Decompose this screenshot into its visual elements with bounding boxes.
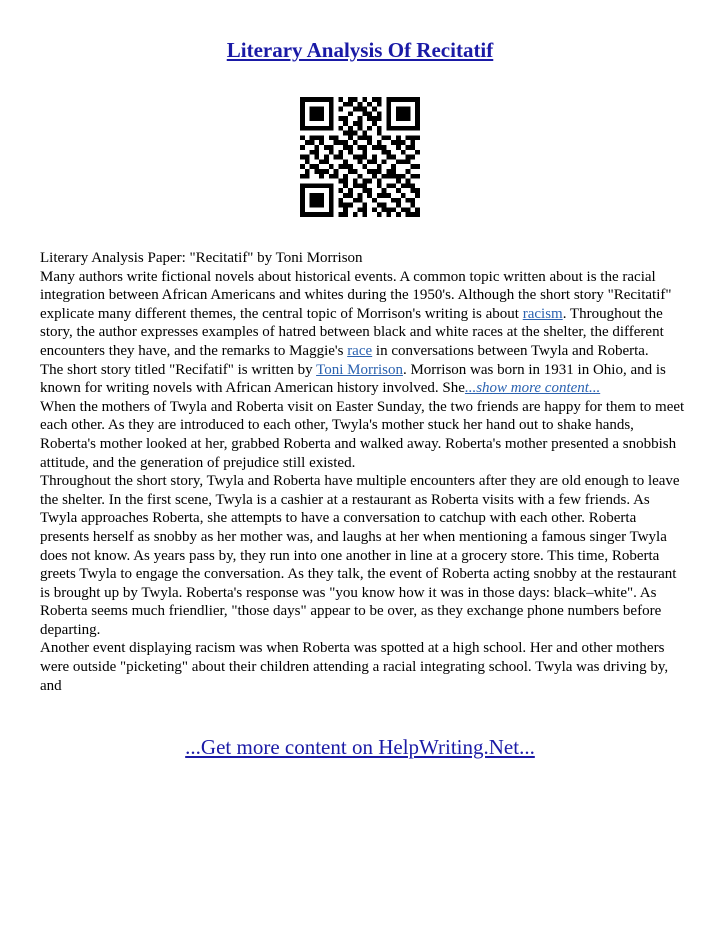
paragraph-encounters: Throughout the short story, Twyla and Roberta have multiple encounters after they are old enough to leave the shelter. In the first scene, Twyla is a cashier at a restaurant as Roberta visits with a few friends. As Twyla approaches Roberta, she attempts to have a conversation to catchup with each other. Roberta presents herself as snobby as her mother was, and laughs at her when mentioning a famous singer Twyla does not know. As years pass by, they run into one another in line at a grocery store. This time, Roberta greets Twyla to engage the conversation. As they talk, the event of Roberta acting snobby at the restaurant is brought up by Twyla. Roberta's response was "you know how it was in those days: black–white". As Roberta seems much friendlier, "those days" appear to be over, as they exchange phone numbers before departing. <box>40 473 680 638</box>
paragraph-author <box>40 361 685 398</box>
paragraph-author-text-2: . Morrison was born in 1931 in Ohio, and is known for writing novels with African American history involved. She <box>40 361 666 397</box>
paragraph-author-text-1: The short story titled "Recifatif" is written by <box>40 361 317 378</box>
paragraph-intro <box>40 268 685 361</box>
get-more-content-link[interactable]: ...Get more content on HelpWriting.Net... <box>185 735 535 759</box>
paragraph-intro-text-2: . Throughout the story, the author expresses examples of hatred between black and white races at the shelter, the different encounters they have, and the remarks to Maggie's <box>40 305 664 359</box>
document-title <box>0 38 720 63</box>
racism-link[interactable]: racism <box>522 305 563 322</box>
paragraph-intro-text-3: in conversations between Twyla and Roberta. <box>372 342 649 359</box>
show-more-link[interactable]: ...show more content... <box>464 380 601 397</box>
paragraph-picketing: Another event displaying racism was when Roberta was spotted at a high school. Her and other mothers were outside "picketing" about their children attending a racial integrating school. Twyla was driving by, and <box>40 640 669 694</box>
article-body <box>40 249 685 695</box>
paragraph-easter: When the mothers of Twyla and Roberta visit on Easter Sunday, the two friends are happy for them to meet each other. As they are introduced to each other, Twyla's mother stuck her hand out to shake hands, Roberta's mother looked at her, grabbed Roberta and walked away. Roberta's mother presented a snobbish attitude, and the generation of prejudice still existed. <box>40 398 685 471</box>
qr-code-icon <box>300 97 420 217</box>
race-link[interactable]: race <box>347 342 373 359</box>
footer-cta <box>0 735 720 760</box>
paragraph-intro-text-1: Many authors write fictional novels about historical events. A common topic written about is the racial integration between African Americans and whites during the 1950's. Although the short story "Recitatif" explicate many different themes, the central topic of Morrison's writing is about <box>40 268 672 322</box>
toni-morrison-link[interactable]: Toni Morrison <box>316 361 403 378</box>
title-link[interactable]: Literary Analysis Of Recitatif <box>226 38 494 62</box>
article-heading-line: Literary Analysis Paper: "Recitatif" by Toni Morrison <box>40 250 363 266</box>
